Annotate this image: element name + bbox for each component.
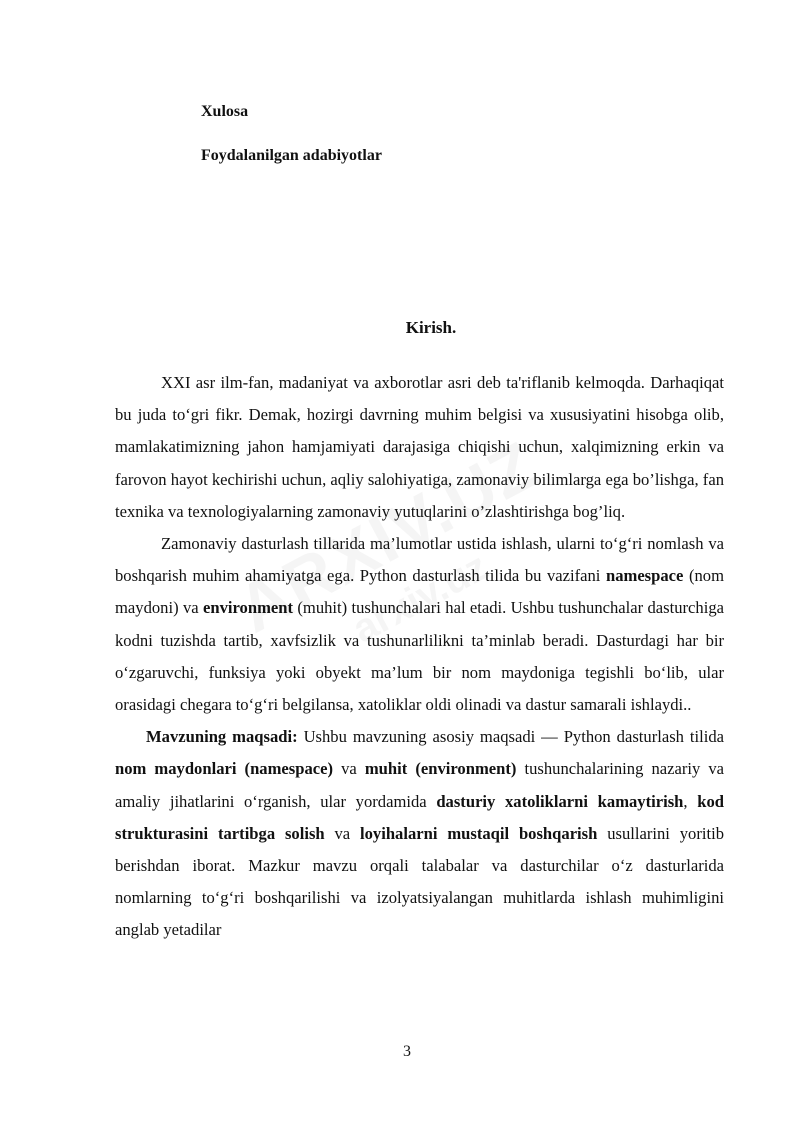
page-number: 3	[403, 1043, 411, 1060]
paragraph-intro: XXI asr ilm-fan, madaniyat va axborotlar asri deb ta'riflanib kelmoqda. Darhaqiqat bu juda toʻgri fikr. Demak, hozirgi davrning muhim belgisi va xususiyatini hisobga olib, mamlakatimizning jahon hamjamiyati darajasiga chiqishi uchun, xalqimizning erkin va farovon hayot kechirishi uchun, aqliy salohiyatiga, zamonaviy bilimlarga ega bo’lishga, fan texnika va texnologiyalarning zamonaviy yutuqlarini o’zlashtirishga bog’liq.	[115, 373, 724, 521]
text-run: Ushbu mavzuning asosiy maqsadi — Python dasturlash tilida	[297, 727, 724, 747]
term-environment: environment	[202, 598, 294, 618]
text-run: (nom maydoni) va	[115, 566, 724, 618]
term-bold: loyihalarni mustaqil boshqarish	[360, 823, 598, 843]
term-namespace: namespace	[605, 566, 684, 586]
section-heading: Kirish.	[405, 318, 457, 337]
text-run: Zamonaviy dasturlash tillarida ma’lumotlar ustida ishlash, ularni to‘g‘ri nomlash va boshqarish muhim ahamiyatga ega. Python dasturlash tilida bu vazifani	[115, 534, 724, 586]
text-run: usullarini yoritib berishdan iborat. Mazkur mavzu orqali talabalar va dasturchilar o‘z dasturlarida nomlarning to‘g‘ri boshqarilishi va izolyatsiyalangan muhitlarda ishlash muhimligini anglab yetadilar	[115, 823, 724, 940]
text-run: tushunchalarining nazariy va amaliy jihatlarini o‘rganish, ular yordamida	[115, 759, 725, 811]
term-bold: nom maydonlari (namespace)	[115, 759, 334, 779]
text-run: va	[333, 759, 365, 779]
text-run: va	[324, 823, 361, 843]
term-bold: kod strukturasini tartibga solish	[115, 791, 724, 843]
term-bold: muhit (environment)	[364, 759, 517, 779]
body-text	[115, 367, 724, 947]
goal-label: Mavzuning maqsadi:	[146, 727, 298, 747]
toc-item-references: Foydalanilgan adabiyotlar	[201, 147, 382, 164]
text-run: ,	[683, 791, 698, 811]
text-run: (muhit) tushunchalari hal etadi. Ushbu tushunchalar dasturchiga kodni tuzishda tartib, xavfsizlik va tushunarlilikni ta’minlab beradi. Dasturdagi har bir o‘zgaruvchi, funksiya yoki obyekt ma’lum bir nom maydoniga tegishli bo‘lib, ular orasidagi chegara to‘g‘ri belgilansa, xatoliklar oldi olinadi va dastur samarali ishlaydi..	[115, 598, 724, 715]
term-bold: dasturiy xatoliklarni kamaytirish	[436, 791, 684, 811]
toc-item-conclusion: Xulosa	[201, 103, 249, 120]
paragraph-namespace	[115, 528, 724, 721]
paragraph-goal	[115, 721, 724, 946]
